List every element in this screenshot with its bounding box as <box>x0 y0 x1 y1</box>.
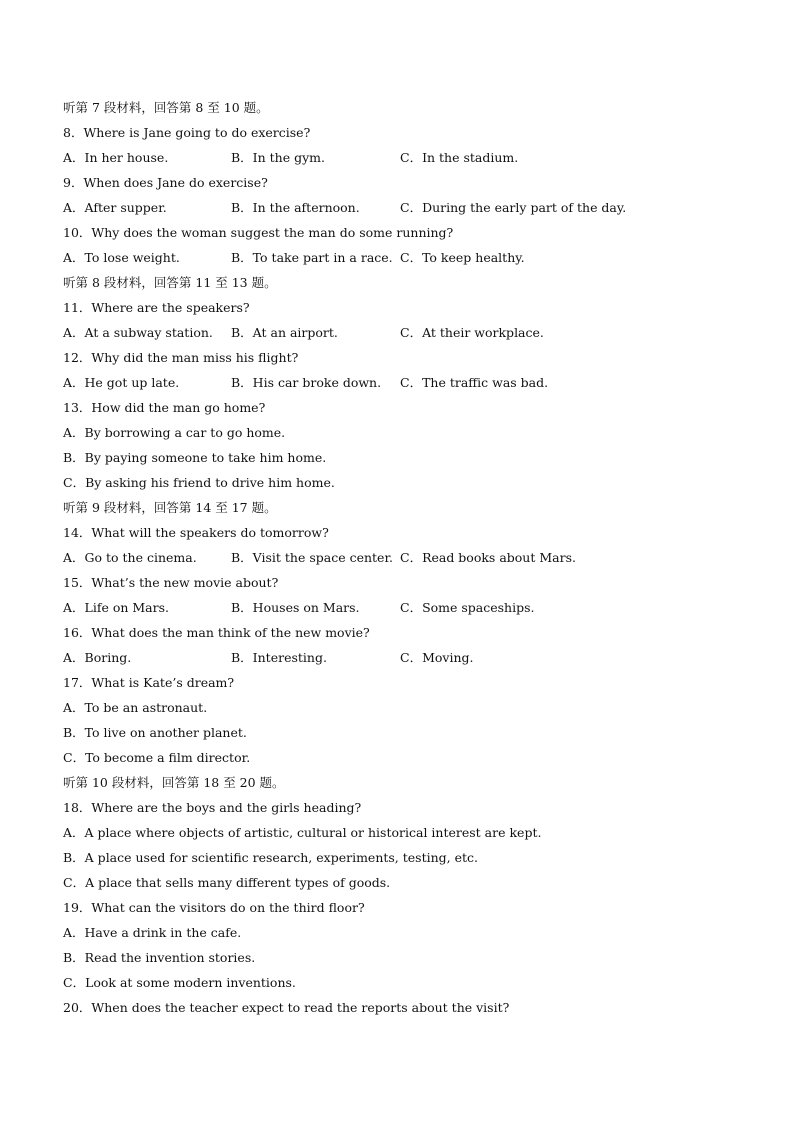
question: 11．Where are the speakers? <box>63 300 250 315</box>
option-a: A．Boring. <box>63 650 132 665</box>
question: 8．Where is Jane going to do exercise? <box>63 125 311 140</box>
section-heading: 听第 7 段材料，回答第 8 至 10 题。 <box>63 100 269 115</box>
option-line: A．A place where objects of artistic, cultural or historical interest are kept. <box>63 825 542 840</box>
option-a: A．Life on Mars. <box>63 600 169 615</box>
option-c: C．At their workplace. <box>400 325 544 340</box>
question: 20．When does the teacher expect to read the reports about the visit? <box>63 1000 510 1015</box>
option-a: A．In her house. <box>63 150 169 165</box>
option-c: C．The traffic was bad. <box>400 375 549 390</box>
option-c: C．To keep healthy. <box>400 250 525 265</box>
section-heading: 听第 9 段材料，回答第 14 至 17 题。 <box>63 500 277 515</box>
option-row <box>63 195 743 220</box>
option-b: B．In the gym. <box>231 150 325 165</box>
option-row <box>63 320 743 345</box>
option-c: C．Some spaceships. <box>400 600 535 615</box>
option-line: B．By paying someone to take him home. <box>63 450 327 465</box>
option-c: C．During the early part of the day. <box>400 200 627 215</box>
question: 10．Why does the woman suggest the man do some running? <box>63 225 454 240</box>
option-row <box>63 245 743 270</box>
option-a: A．After supper. <box>63 200 167 215</box>
option-a: A．At a subway station. <box>63 325 213 340</box>
question: 19．What can the visitors do on the third floor? <box>63 900 365 915</box>
question: 9．When does Jane do exercise? <box>63 175 268 190</box>
option-b: B．In the afternoon. <box>231 200 360 215</box>
option-a: A．Go to the cinema. <box>63 550 197 565</box>
option-b: B．Houses on Mars. <box>231 600 360 615</box>
option-line: A．By borrowing a car to go home. <box>63 425 286 440</box>
question: 14．What will the speakers do tomorrow? <box>63 525 329 540</box>
section-heading: 听第 10 段材料，回答第 18 至 20 题。 <box>63 775 285 790</box>
option-b: B．Interesting. <box>231 650 327 665</box>
option-b: B．Visit the space center. <box>231 550 394 565</box>
option-line: B．A place used for scientific research, experiments, testing, etc. <box>63 850 479 865</box>
exam-page <box>63 95 743 1020</box>
option-row <box>63 370 743 395</box>
option-b: B．His car broke down. <box>231 375 382 390</box>
option-row <box>63 645 743 670</box>
option-c: C．Read books about Mars. <box>400 550 576 565</box>
option-line: C．Look at some modern inventions. <box>63 975 296 990</box>
option-line: A．Have a drink in the cafe. <box>63 925 242 940</box>
option-row <box>63 545 743 570</box>
section-heading: 听第 8 段材料，回答第 11 至 13 题。 <box>63 275 277 290</box>
option-line: C．By asking his friend to drive him home. <box>63 475 335 490</box>
option-c: C．Moving. <box>400 650 474 665</box>
option-line: C．A place that sells many different types of goods. <box>63 875 391 890</box>
option-line: C．To become a film director. <box>63 750 251 765</box>
question: 18．Where are the boys and the girls heading? <box>63 800 362 815</box>
option-line: B．Read the invention stories. <box>63 950 256 965</box>
question: 13．How did the man go home? <box>63 400 266 415</box>
option-row <box>63 595 743 620</box>
question: 16．What does the man think of the new movie? <box>63 625 370 640</box>
question: 17．What is Kate’s dream? <box>63 675 235 690</box>
option-line: A．To be an astronaut. <box>63 700 208 715</box>
option-a: A．To lose weight. <box>63 250 180 265</box>
option-b: B．At an airport. <box>231 325 338 340</box>
question: 15．What’s the new movie about? <box>63 575 279 590</box>
question: 12．Why did the man miss his flight? <box>63 350 299 365</box>
option-line: B．To live on another planet. <box>63 725 247 740</box>
option-b: B．To take part in a race. <box>231 250 393 265</box>
option-a: A．He got up late. <box>63 375 180 390</box>
option-c: C．In the stadium. <box>400 150 519 165</box>
option-row <box>63 145 743 170</box>
